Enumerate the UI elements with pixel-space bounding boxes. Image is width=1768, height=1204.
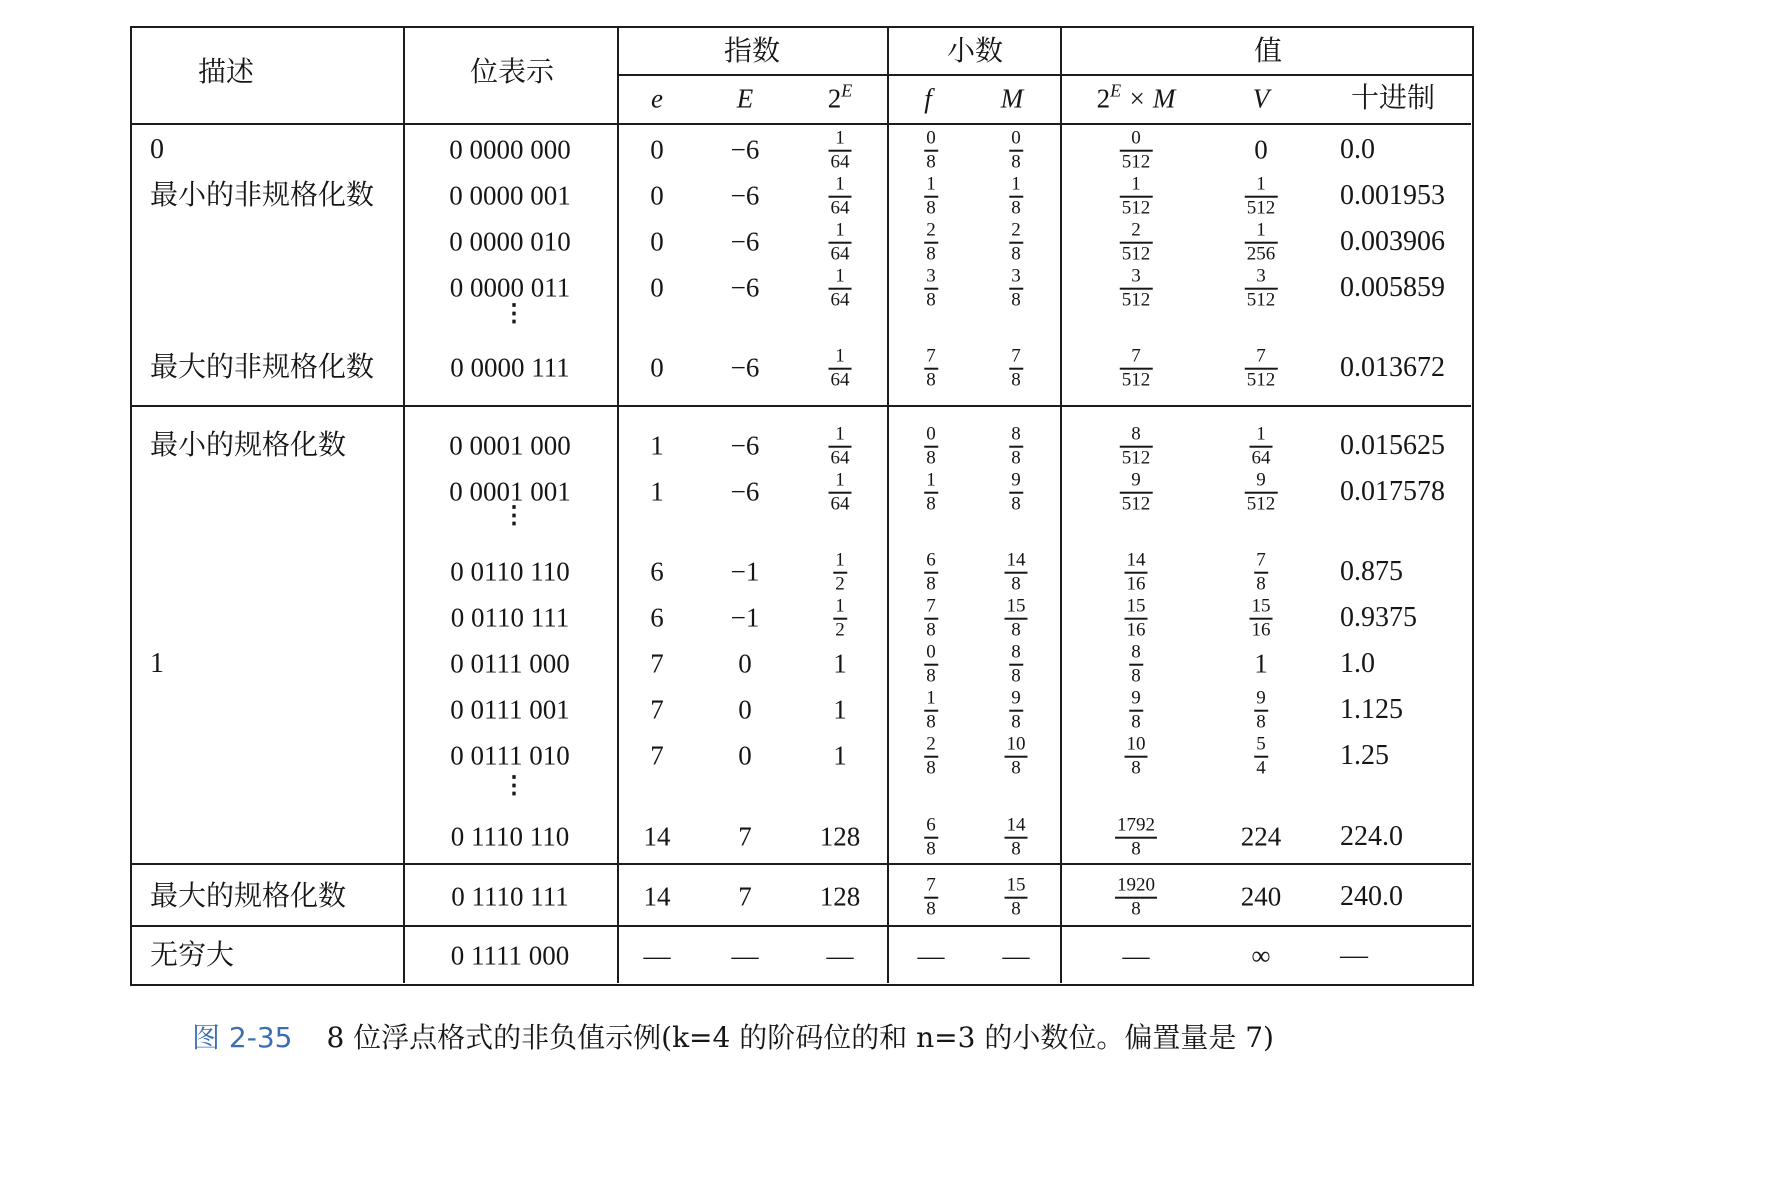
M-fraction <box>1005 735 1028 778</box>
denominator: 8 <box>1011 243 1021 265</box>
denominator: 16 <box>1126 573 1146 595</box>
val-fraction <box>1120 221 1153 264</box>
header-subrule <box>618 74 1474 76</box>
V-fraction <box>1254 735 1268 778</box>
bits-cell: 0 0110 111 <box>450 602 570 633</box>
bits-cell: 0 0000 111 <box>450 352 570 383</box>
numerator: 1 <box>835 549 845 571</box>
e-cell: 7 <box>650 740 664 771</box>
p2E-fraction <box>829 471 852 514</box>
denominator: 8 <box>926 197 936 219</box>
e-cell: 0 <box>650 352 664 383</box>
f-fraction <box>924 551 938 594</box>
f-fraction <box>924 643 938 686</box>
f-cell: — <box>917 940 945 971</box>
p2E-cell: 128 <box>819 881 861 912</box>
E-cell: 0 <box>738 648 752 679</box>
e-cell: 0 <box>650 226 664 257</box>
numerator: 9 <box>1256 687 1266 709</box>
denominator: 8 <box>1131 665 1141 687</box>
val-fraction <box>1120 471 1153 514</box>
numerator: 7 <box>926 874 936 896</box>
denominator: 2 <box>835 619 845 641</box>
val-fraction <box>1125 735 1148 778</box>
numerator: 9 <box>1011 469 1021 491</box>
bits-cell: 0 0000 011 <box>449 272 571 303</box>
desc-cell: 1 <box>150 648 164 679</box>
bits-cell: 0 1110 110 <box>450 821 570 852</box>
M-fraction <box>1005 597 1028 640</box>
decimal-cell: 1.25 <box>1340 740 1389 771</box>
decimal-cell: 0.003906 <box>1340 226 1445 257</box>
col-divider-2 <box>617 28 619 983</box>
denominator: 8 <box>926 289 936 311</box>
V-fraction <box>1250 597 1273 640</box>
denominator: 512 <box>1246 197 1276 219</box>
decimal-cell: 0.013672 <box>1340 352 1445 383</box>
numerator: 0 <box>1011 127 1021 149</box>
M-fraction <box>1005 816 1028 859</box>
numerator: 0 <box>1131 127 1141 149</box>
p2E-cell: 1 <box>833 648 847 679</box>
numerator: 1 <box>1011 173 1021 195</box>
V-fraction <box>1245 471 1278 514</box>
val-fraction <box>1125 597 1148 640</box>
p2E-fraction <box>829 129 852 172</box>
f-fraction <box>924 471 938 514</box>
val-fraction <box>1120 347 1153 390</box>
decimal-cell: 0.017578 <box>1340 476 1445 507</box>
decimal-cell: 224.0 <box>1340 821 1403 852</box>
denominator: 2 <box>835 573 845 595</box>
denominator: 8 <box>1131 711 1141 733</box>
numerator: 9 <box>1131 687 1141 709</box>
numerator: 1 <box>835 345 845 367</box>
denominator: 8 <box>926 243 936 265</box>
M-fraction <box>1009 425 1023 468</box>
denominator: 8 <box>926 665 936 687</box>
e-cell: 1 <box>650 476 664 507</box>
M-fraction <box>1009 689 1023 732</box>
e-cell: 0 <box>650 180 664 211</box>
numerator: 0 <box>926 127 936 149</box>
denominator: 512 <box>1121 243 1151 265</box>
p2E-fraction <box>829 347 852 390</box>
e-cell: 7 <box>650 648 664 679</box>
p2E-fraction <box>829 425 852 468</box>
bits-cell: 0 1111 000 <box>450 940 570 971</box>
denominator: 8 <box>1011 447 1021 469</box>
numerator: 3 <box>1131 265 1141 287</box>
numerator: 9 <box>1131 469 1141 491</box>
header-M: M <box>1000 83 1024 114</box>
e-cell: 6 <box>650 602 664 633</box>
denominator: 16 <box>1126 619 1146 641</box>
numerator: 7 <box>1256 345 1266 367</box>
val-fraction <box>1115 816 1157 859</box>
numerator: 3 <box>1256 265 1266 287</box>
E-cell: −6 <box>730 272 760 303</box>
decimal-cell: 0.005859 <box>1340 272 1445 303</box>
denominator: 64 <box>830 289 850 311</box>
numerator: 1 <box>1131 173 1141 195</box>
f-fraction <box>924 876 938 919</box>
header-2E-times-M: $2^E \times M$ <box>1096 80 1176 114</box>
desc-cell: 最小的非规格化数 <box>150 180 375 211</box>
V-fraction <box>1245 347 1278 390</box>
E-cell: −1 <box>730 602 760 633</box>
denominator: 512 <box>1121 197 1151 219</box>
numerator: 9 <box>1256 469 1266 491</box>
numerator: 3 <box>1011 265 1021 287</box>
header-e: e <box>651 83 663 114</box>
denominator: 8 <box>926 898 936 920</box>
E-cell: 0 <box>738 740 752 771</box>
f-fraction <box>924 221 938 264</box>
p2E-fraction <box>829 175 852 218</box>
val-fraction <box>1129 643 1143 686</box>
header-f: f <box>924 83 932 114</box>
f-fraction <box>924 425 938 468</box>
denominator: 8 <box>1011 151 1021 173</box>
decimal-cell: 240.0 <box>1340 881 1403 912</box>
E-cell: −6 <box>730 134 760 165</box>
numerator: 7 <box>1011 345 1021 367</box>
denominator: 8 <box>1131 757 1141 779</box>
numerator: 9 <box>1011 687 1021 709</box>
numerator: 14 <box>1006 814 1026 836</box>
denominator: 8 <box>1011 573 1021 595</box>
denominator: 8 <box>1011 493 1021 515</box>
M-fraction <box>1005 551 1028 594</box>
f-fraction <box>924 816 938 859</box>
V-fraction <box>1250 425 1273 468</box>
denominator: 8 <box>1011 711 1021 733</box>
E-cell: −6 <box>730 226 760 257</box>
V-fraction <box>1254 689 1268 732</box>
p2E-cell: — <box>826 940 854 971</box>
numerator: 2 <box>926 219 936 241</box>
numerator: 1920 <box>1117 874 1155 896</box>
numerator: 1 <box>1256 173 1266 195</box>
numerator: 7 <box>926 345 936 367</box>
E-cell: −6 <box>730 476 760 507</box>
bits-cell: 0 0111 000 <box>450 648 570 679</box>
denominator: 512 <box>1121 447 1151 469</box>
decimal-cell: 0.9375 <box>1340 602 1417 633</box>
numerator: 1 <box>835 423 845 445</box>
numerator: 8 <box>1011 423 1021 445</box>
numerator: 6 <box>926 549 936 571</box>
V-cell: 224 <box>1240 821 1282 852</box>
val-fraction <box>1120 129 1153 172</box>
numerator: 1 <box>835 595 845 617</box>
p2E-fraction <box>833 597 847 640</box>
numerator: 8 <box>1011 641 1021 663</box>
header-bits: 位表示 <box>469 57 555 88</box>
desc-cell: 最小的规格化数 <box>150 430 347 461</box>
bits-cell: 0 0110 110 <box>450 556 570 587</box>
ellipsis-1: ⋮ <box>502 301 526 327</box>
E-cell: −6 <box>730 430 760 461</box>
V-cell: 1 <box>1254 648 1268 679</box>
p2E-cell: 128 <box>819 821 861 852</box>
f-fraction <box>924 129 938 172</box>
denominator: 8 <box>1131 838 1141 860</box>
numerator: 5 <box>1256 733 1266 755</box>
decimal-cell: 0.0 <box>1340 134 1375 165</box>
denominator: 64 <box>830 447 850 469</box>
numerator: 1 <box>1256 423 1266 445</box>
denominator: 8 <box>1011 757 1021 779</box>
numerator: 0 <box>926 641 936 663</box>
V-fraction <box>1245 267 1278 310</box>
ellipsis-2: ⋮ <box>502 503 526 529</box>
decimal-cell: 0.875 <box>1340 556 1403 587</box>
denominator: 512 <box>1246 493 1276 515</box>
numerator: 1 <box>835 173 845 195</box>
col-divider-3 <box>887 28 889 983</box>
E-cell: 0 <box>738 694 752 725</box>
p2E-cell: 1 <box>833 740 847 771</box>
bits-cell: 0 0111 001 <box>450 694 570 725</box>
denominator: 8 <box>1011 838 1021 860</box>
denominator: 512 <box>1121 369 1151 391</box>
denominator: 8 <box>1256 573 1266 595</box>
numerator: 14 <box>1126 549 1146 571</box>
caption-label: 图 2-35 <box>192 1021 293 1054</box>
numerator: 3 <box>926 265 936 287</box>
denominator: 512 <box>1121 289 1151 311</box>
denominator: 8 <box>1011 619 1021 641</box>
denominator: 8 <box>1131 898 1141 920</box>
V-cell: ∞ <box>1251 940 1271 971</box>
header-value: 值 <box>1253 36 1283 67</box>
val-fraction <box>1120 425 1153 468</box>
numerator: 1 <box>926 469 936 491</box>
numerator: 8 <box>1131 423 1141 445</box>
numerator: 15 <box>1251 595 1271 617</box>
M-fraction <box>1009 471 1023 514</box>
desc-cell: 0 <box>150 134 164 165</box>
V-fraction <box>1245 221 1278 264</box>
col-divider-4 <box>1060 28 1062 983</box>
denominator: 64 <box>1251 447 1271 469</box>
denominator: 64 <box>830 151 850 173</box>
val-fraction <box>1125 551 1148 594</box>
section-rule-1 <box>132 405 1471 407</box>
denominator: 8 <box>1256 711 1266 733</box>
denominator: 8 <box>926 369 936 391</box>
val-fraction <box>1115 876 1157 919</box>
header-V: V <box>1252 83 1270 114</box>
bits-cell: 0 0001 000 <box>449 430 571 461</box>
desc-cell: 无穷大 <box>150 940 235 971</box>
denominator: 512 <box>1121 151 1151 173</box>
figure-caption <box>192 1016 1274 1056</box>
numerator: 1792 <box>1117 814 1155 836</box>
denominator: 8 <box>1011 665 1021 687</box>
header-desc: 描述 <box>197 57 255 88</box>
denominator: 8 <box>926 573 936 595</box>
col-divider-1 <box>403 28 405 983</box>
f-fraction <box>924 689 938 732</box>
header-rule <box>132 123 1471 125</box>
E-cell: −1 <box>730 556 760 587</box>
desc-cell: 最大的规格化数 <box>150 881 347 912</box>
E-cell: — <box>731 940 759 971</box>
denominator: 8 <box>1011 289 1021 311</box>
decimal-cell: 1.0 <box>1340 648 1375 679</box>
denominator: 64 <box>830 197 850 219</box>
numerator: 1 <box>835 265 845 287</box>
denominator: 16 <box>1251 619 1271 641</box>
denominator: 8 <box>926 151 936 173</box>
numerator: 15 <box>1006 874 1026 896</box>
denominator: 64 <box>830 369 850 391</box>
M-fraction <box>1009 129 1023 172</box>
numerator: 7 <box>1256 549 1266 571</box>
e-cell: 1 <box>650 430 664 461</box>
p2E-fraction <box>829 221 852 264</box>
numerator: 2 <box>1011 219 1021 241</box>
M-fraction <box>1009 347 1023 390</box>
E-cell: −6 <box>730 352 760 383</box>
ellipsis-3: ⋮ <box>502 773 526 799</box>
denominator: 256 <box>1246 243 1276 265</box>
numerator: 1 <box>926 173 936 195</box>
M-fraction <box>1009 175 1023 218</box>
denominator: 512 <box>1246 369 1276 391</box>
bits-cell: 0 0000 010 <box>449 226 571 257</box>
f-fraction <box>924 267 938 310</box>
numerator: 1 <box>835 469 845 491</box>
V-cell: 240 <box>1240 881 1282 912</box>
numerator: 2 <box>1131 219 1141 241</box>
decimal-cell: — <box>1340 940 1368 971</box>
denominator: 8 <box>1011 369 1021 391</box>
numerator: 6 <box>926 814 936 836</box>
bits-cell: 0 1110 111 <box>451 881 569 912</box>
bits-cell: 0 0001 001 <box>449 476 571 507</box>
numerator: 10 <box>1126 733 1146 755</box>
decimal-cell: 0.001953 <box>1340 180 1445 211</box>
E-cell: −6 <box>730 180 760 211</box>
numerator: 1 <box>835 219 845 241</box>
denominator: 512 <box>1246 289 1276 311</box>
f-fraction <box>924 597 938 640</box>
numerator: 7 <box>1131 345 1141 367</box>
numerator: 1 <box>835 127 845 149</box>
bits-cell: 0 0000 000 <box>449 134 571 165</box>
M-fraction <box>1009 221 1023 264</box>
V-fraction <box>1245 175 1278 218</box>
caption-text: 8 位浮点格式的非负值示例(k=4 的阶码位的和 n=3 的小数位。偏置量是 7) <box>326 1021 1274 1054</box>
bits-cell: 0 0000 001 <box>449 180 571 211</box>
e-cell: 14 <box>643 881 671 912</box>
numerator: 2 <box>926 733 936 755</box>
denominator: 8 <box>926 619 936 641</box>
denominator: 8 <box>926 711 936 733</box>
numerator: 8 <box>1131 641 1141 663</box>
header-exponent: 指数 <box>723 36 781 67</box>
decimal-cell: 0.015625 <box>1340 430 1445 461</box>
e-cell: 0 <box>650 272 664 303</box>
val-cell: — <box>1122 940 1150 971</box>
numerator: 7 <box>926 595 936 617</box>
header-2E: $2^E$ <box>827 80 853 114</box>
numerator: 0 <box>926 423 936 445</box>
header-fraction: 小数 <box>946 36 1004 67</box>
val-fraction <box>1120 267 1153 310</box>
val-fraction <box>1120 175 1153 218</box>
p2E-fraction <box>833 551 847 594</box>
denominator: 8 <box>926 757 936 779</box>
e-cell: 7 <box>650 694 664 725</box>
f-fraction <box>924 175 938 218</box>
e-cell: 0 <box>650 134 664 165</box>
numerator: 15 <box>1006 595 1026 617</box>
M-fraction <box>1009 643 1023 686</box>
e-cell: 6 <box>650 556 664 587</box>
M-cell: — <box>1002 940 1030 971</box>
desc-cell: 最大的非规格化数 <box>150 352 375 383</box>
p2E-cell: 1 <box>833 694 847 725</box>
e-cell: 14 <box>643 821 671 852</box>
f-fraction <box>924 347 938 390</box>
E-cell: 7 <box>738 821 752 852</box>
denominator: 64 <box>830 243 850 265</box>
section-rule-3 <box>132 925 1471 927</box>
numerator: 1 <box>1256 219 1266 241</box>
V-fraction <box>1254 551 1268 594</box>
e-cell: — <box>643 940 671 971</box>
numerator: 15 <box>1126 595 1146 617</box>
f-fraction <box>924 735 938 778</box>
p2E-fraction <box>829 267 852 310</box>
V-cell: 0 <box>1254 134 1268 165</box>
denominator: 8 <box>926 493 936 515</box>
E-cell: 7 <box>738 881 752 912</box>
decimal-cell: 1.125 <box>1340 694 1403 725</box>
val-fraction <box>1129 689 1143 732</box>
section-rule-2 <box>132 863 1471 865</box>
header-decimal: 十进制 <box>1350 83 1436 114</box>
numerator: 1 <box>926 687 936 709</box>
denominator: 8 <box>1011 898 1021 920</box>
M-fraction <box>1005 876 1028 919</box>
numerator: 14 <box>1006 549 1026 571</box>
denominator: 64 <box>830 493 850 515</box>
denominator: 512 <box>1121 493 1151 515</box>
numerator: 10 <box>1006 733 1026 755</box>
denominator: 4 <box>1256 757 1266 779</box>
M-fraction <box>1009 267 1023 310</box>
denominator: 8 <box>1011 197 1021 219</box>
denominator: 8 <box>926 838 936 860</box>
bits-cell: 0 0111 010 <box>450 740 570 771</box>
header-E: E <box>736 83 754 114</box>
denominator: 8 <box>926 447 936 469</box>
